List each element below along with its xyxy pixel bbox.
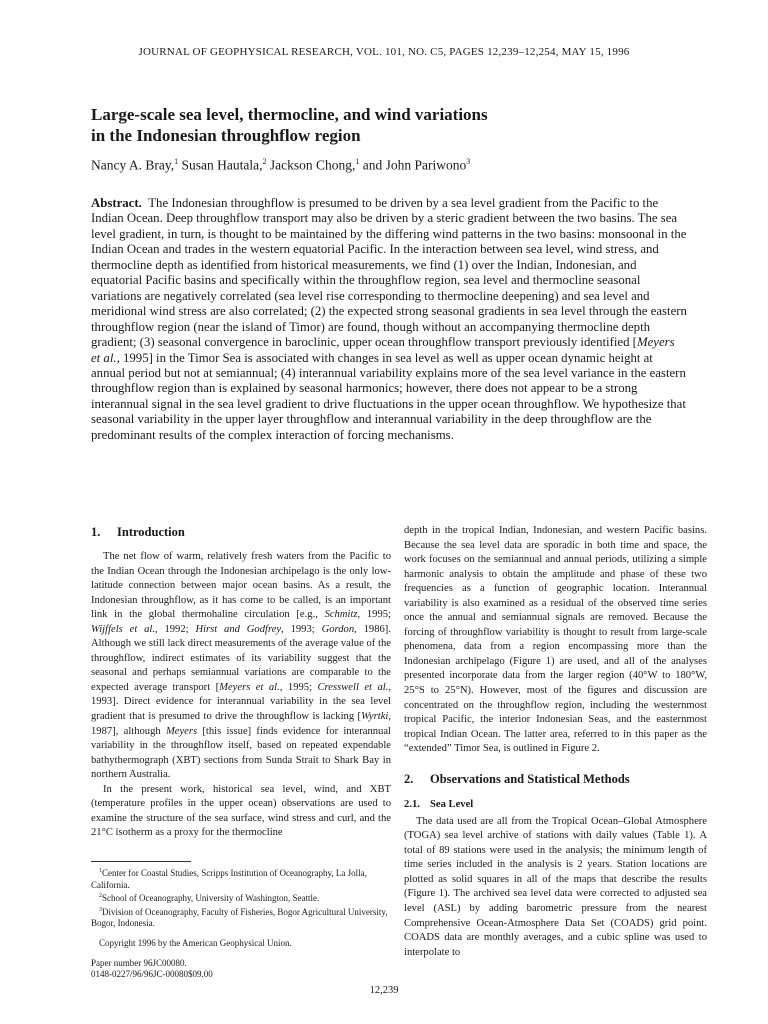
- affiliation-mark: 1: [174, 157, 179, 166]
- body-text: , 1995;: [279, 681, 318, 693]
- footnote-mark: 3: [99, 906, 102, 913]
- paragraph: The data used are all from the Tropical Ocean–Global Atmosphere (TOGA) sea level archive of stations with daily values (Table 1). A total of 89 stations were used in the analysis; the minimum length of time series included in the analysis is 2 years. Station locations are plotted as solid squares in all of the maps that describe the results (Figure 1). The archived sea level data were corrected to adjusted sea level (ASL) by adding barometric pressure from the nearest Comprehensive Ocean-Atmosphere Data Set (COADS) grid point. COADS data are monthly averages, and a cubic spline was used to interpolate to: [404, 815, 707, 958]
- body-text: , 1986]. Although we still lack direct measurements of the average value of the throughflow, indirect estimates of its variability suggest that the seasonal and perhaps semiannual variations are comparable to the expected average transport [: [91, 623, 391, 693]
- paper-number: Paper number 96JC00080.: [91, 957, 187, 968]
- footnotes: [91, 866, 391, 981]
- footnote: [91, 866, 391, 891]
- author-separator: and: [359, 157, 386, 173]
- footnote-mark: 1: [99, 868, 102, 874]
- body-text: , 1993;: [281, 623, 322, 635]
- subsection-title: Sea Level: [430, 798, 474, 810]
- right-column: [404, 524, 707, 960]
- subsection-number: 2.1.: [404, 798, 420, 810]
- issn-code: 0148-0227/96/96JC-00080$09.00: [91, 969, 213, 980]
- paragraph: [91, 550, 391, 783]
- footnote: [91, 891, 391, 905]
- citation: Schmitz: [324, 609, 358, 621]
- citation: Meyers et al.: [91, 335, 675, 365]
- citation: Cresswell et al.: [317, 681, 389, 693]
- title-line-2: in the Indonesian throughflow region: [91, 126, 361, 145]
- abstract-text: , 1995] in the Timor Sea is associated with changes in sea level as well as upper ocean dynamic height at annual period but not at semiannual; (4) interannual variability explains more of the sea level variance in the eastern throughflow region than is explained by seasonal harmonics; however, there does not appear to be a strong interannual signal in the sea level gradient to drive fluctuations in the upper ocean throughflow. We hypothesize that seasonal variability in the upper layer throughflow and interannual variability in the deep throughflow are the predominant results of the complex interaction of forcing mechanisms.: [91, 350, 686, 442]
- body-text: , 1992;: [154, 623, 196, 635]
- citation: Meyers: [165, 725, 198, 737]
- paragraph: depth in the tropical Indian, Indonesian, and western Pacific basins. Because the sea level data are sporadic in both time and space, the work focuses on the semiannual and annual periods, utilizing a simple harmonic analysis to obtain the amplitude and phase of these two frequencies as a function of geographic location. Interannual variability is also examined as a residual of the observed time series once the annual and semiannual signals are removed. Because the forcing of throughflow variability is thought to result from large-scale phenomena, data from a region encompassing more than the Indonesian archipelago (Figure 1) are used, and all of the analyses presented incorporate data from the larger region (40°W to 180°W, 25°S to 25°N). However, most of the figures and discussion are concentrated on the throughflow region, including the westernmost tropical Pacific, the interior Indonesian Seas, and the easternmost tropical Indian Ocean. The latter area, referred to in this paper as the “extended” Timor Sea, is outlined in Figure 2.: [404, 525, 707, 755]
- footnote-text: Division of Oceanography, Faculty of Fisheries, Bogor Agricultural University, Bogor, Indonesia.: [91, 906, 388, 929]
- body-text: , 1987], although: [91, 711, 391, 737]
- subsection-heading-sea-level: [404, 797, 707, 813]
- citation: Hirst and Godfrey: [195, 623, 282, 635]
- section-heading-introduction: [91, 524, 391, 540]
- body-text: [this issue] finds evidence for interannual variability in the throughflow itself, based on repeated expendable bathythermograph (XBT) sections from Sunda Strait to Shark Bay in northern Australia.: [91, 725, 391, 781]
- title-line-1: Large-scale sea level, thermocline, and wind variations: [91, 105, 488, 124]
- citation: Meyers et al.: [219, 681, 280, 693]
- author-name: Jackson Chong,: [269, 157, 356, 173]
- footnote-text: Center for Coastal Studies, Scripps Institution of Oceanography, La Jolla, California.: [91, 868, 367, 890]
- abstract-label: Abstract.: [91, 196, 142, 210]
- author-name: Nancy A. Bray,: [91, 157, 175, 173]
- citation: Gordon: [321, 623, 355, 635]
- author-name: John Pariwono: [385, 157, 467, 173]
- body-text: , 1995;: [357, 609, 391, 621]
- footnote-text: School of Oceanography, University of Washington, Seattle.: [102, 893, 320, 904]
- footnote-rule: [91, 861, 191, 862]
- copyright-notice: Copyright 1996 by the American Geophysical Union.: [99, 937, 292, 948]
- left-column: [91, 524, 391, 841]
- abstract-text: The Indonesian throughflow is presumed to be driven by a sea level gradient from the Pacific to the Indian Ocean. Deep throughflow transport may also be driven by a steric gradient between the two basins. The sea level gradient, in turn, is thought to be maintained by the differing wind patterns in the two basins: monsoonal in the Indian Ocean and trades in the western equatorial Pacific. In the interaction between sea level, wind stress, and thermocline depth as identified from historical measurements, we find (1) over the Indian, Indonesian, and equatorial Pacific basins and specifically within the throughflow region, sea level and thermocline seasonal variations are negatively correlated (sea level rise corresponding to thermocline deepening) and sea level and meridional wind stress are also correlated; (2) the expected strong seasonal gradients in sea level through the eastern throughflow region (near the island of Timor) are found, though without an accompanying thermocline depth gradient; (3) seasonal convergence in baroclinic, upper ocean throughflow transport previously identified [: [91, 196, 687, 350]
- running-head: JOURNAL OF GEOPHYSICAL RESEARCH, VOL. 101, NO. C5, PAGES 12,239–12,254, MAY 15, 1996: [138, 46, 630, 58]
- paragraph: In the present work, historical sea level, wind, and XBT (temperature profiles in the upper ocean) observations are used to examine the structure of the sea surface, wind stress and curl, and the 21°C isotherm as a proxy for the thermocline: [91, 783, 391, 839]
- page-number: 12,239: [369, 985, 399, 996]
- author-name: Susan Hautala,: [181, 157, 263, 173]
- body-text: The net flow of warm, relatively fresh waters from the Pacific to the Indian Ocean through the Indonesian archipelago is the only low-latitude connection between major ocean basins. As a result, the Indonesian throughflow, as it has come to be called, is an important link in the global thermohaline circulation [e.g.,: [91, 551, 391, 621]
- footnote: [91, 905, 391, 930]
- author-list: [91, 157, 470, 174]
- section-number: 2.: [404, 771, 414, 786]
- section-title: Observations and Statistical Methods: [430, 771, 630, 786]
- citation: Wijffels et al.: [91, 623, 155, 635]
- section-heading-observations: [404, 771, 707, 787]
- section-number: 1.: [91, 525, 101, 539]
- abstract: [91, 196, 687, 443]
- citation: Wyrtki: [361, 711, 389, 723]
- article-title: [91, 104, 691, 146]
- footnote-mark: 2: [99, 893, 102, 900]
- affiliation-mark: 2: [262, 157, 267, 166]
- affiliation-mark: 1: [355, 157, 360, 166]
- section-title: Introduction: [117, 525, 185, 539]
- body-text: , 1993]. Direct evidence for interannual variability in the sea level gradient that is presumed to drive the throughflow is lacking [: [91, 681, 391, 723]
- affiliation-mark: 3: [466, 157, 471, 166]
